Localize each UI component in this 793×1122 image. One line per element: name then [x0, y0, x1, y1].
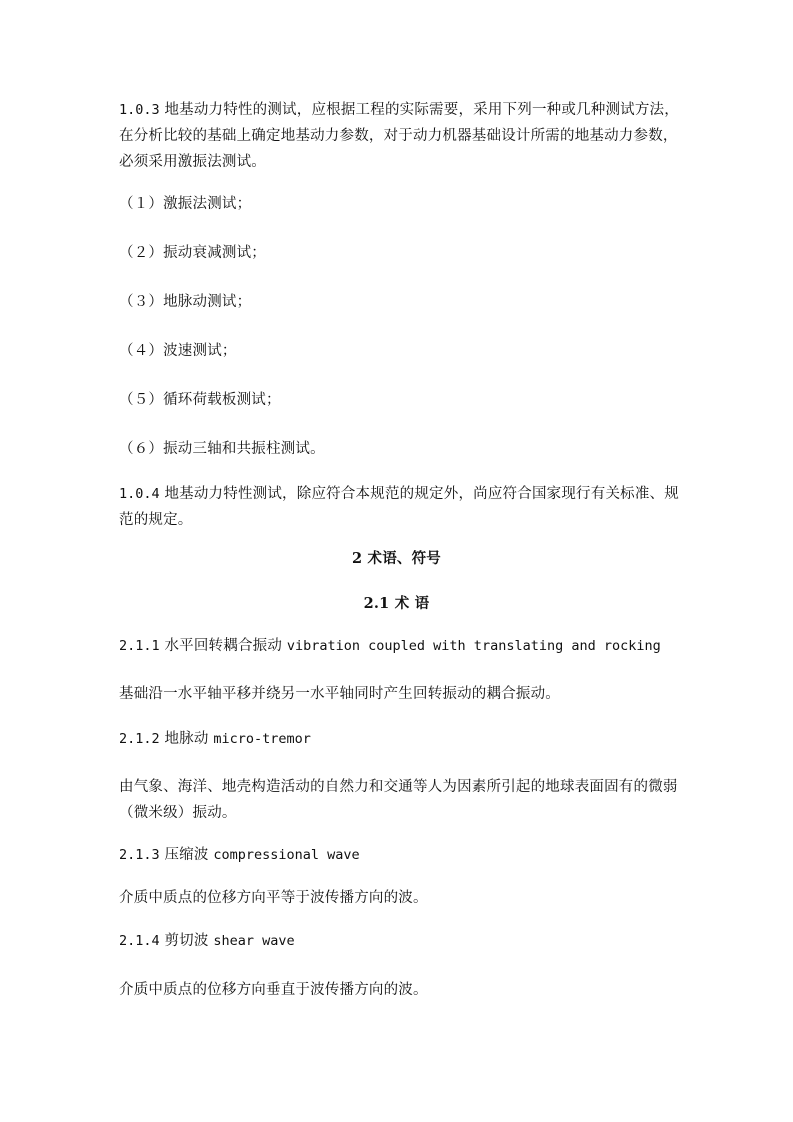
list-item: （３）地脉动测试； [119, 294, 252, 310]
term-heading [119, 930, 679, 952]
list-item: （２）振动衰减测试； [119, 245, 266, 261]
clause-number: 1.0.4 [119, 486, 160, 502]
list-item: （４）波速测试； [119, 343, 237, 359]
section-heading: 2.1 术 语 [363, 595, 430, 612]
term-heading [119, 635, 679, 657]
term-definition: 介质中质点的位移方向平等于波传播方向的波。 [119, 890, 428, 906]
term-cn: 剪切波 [164, 933, 209, 949]
term-number: 2.1.2 [119, 731, 160, 747]
term-heading [119, 844, 679, 866]
chapter-heading: 2 术语、符号 [351, 550, 442, 567]
list-item: （６）振动三轴和共振柱测试。 [119, 441, 325, 457]
term-number: 2.1.1 [119, 638, 160, 654]
term-en: compressional wave [213, 847, 360, 863]
term-definition: 介质中质点的位移方向垂直于波传播方向的波。 [119, 982, 428, 998]
clause-1-0-4 [119, 481, 679, 533]
term-en: shear wave [213, 933, 295, 949]
term-number: 2.1.4 [119, 933, 160, 949]
term-number: 2.1.3 [119, 847, 160, 863]
clause-text: 地基动力特性测试，除应符合本规范的规定外，尚应符合国家现行有关标准、规范的规定。 [119, 486, 679, 528]
term-cn: 水平回转耦合振动 [164, 638, 283, 654]
clause-text: 地基动力特性的测试，应根据工程的实际需要，采用下列一种或几种测试方法，在分析比较的基础上确定地基动力参数，对于动力机器基础设计所需的地基动力参数，必须采用激振法测试。 [119, 102, 679, 170]
term-en: micro-tremor [213, 731, 311, 747]
term-definition: 由气象、海洋、地壳构造活动的自然力和交通等人为因素所引起的地球表面固有的微弱（微米级）振动。 [119, 779, 678, 821]
list-item: （１）激振法测试； [119, 196, 252, 212]
clause-number: 1.0.3 [119, 102, 160, 118]
term-definition: 基础沿一水平轴平移并绕另一水平轴同时产生回转振动的耦合振动。 [119, 686, 560, 702]
term-cn: 地脉动 [164, 731, 209, 747]
term-en: vibration coupled with translating and rocking [286, 638, 661, 654]
term-cn: 压缩波 [164, 847, 209, 863]
clause-1-0-3 [119, 97, 679, 175]
list-item: （５）循环荷载板测试； [119, 392, 281, 408]
term-heading [119, 728, 679, 750]
